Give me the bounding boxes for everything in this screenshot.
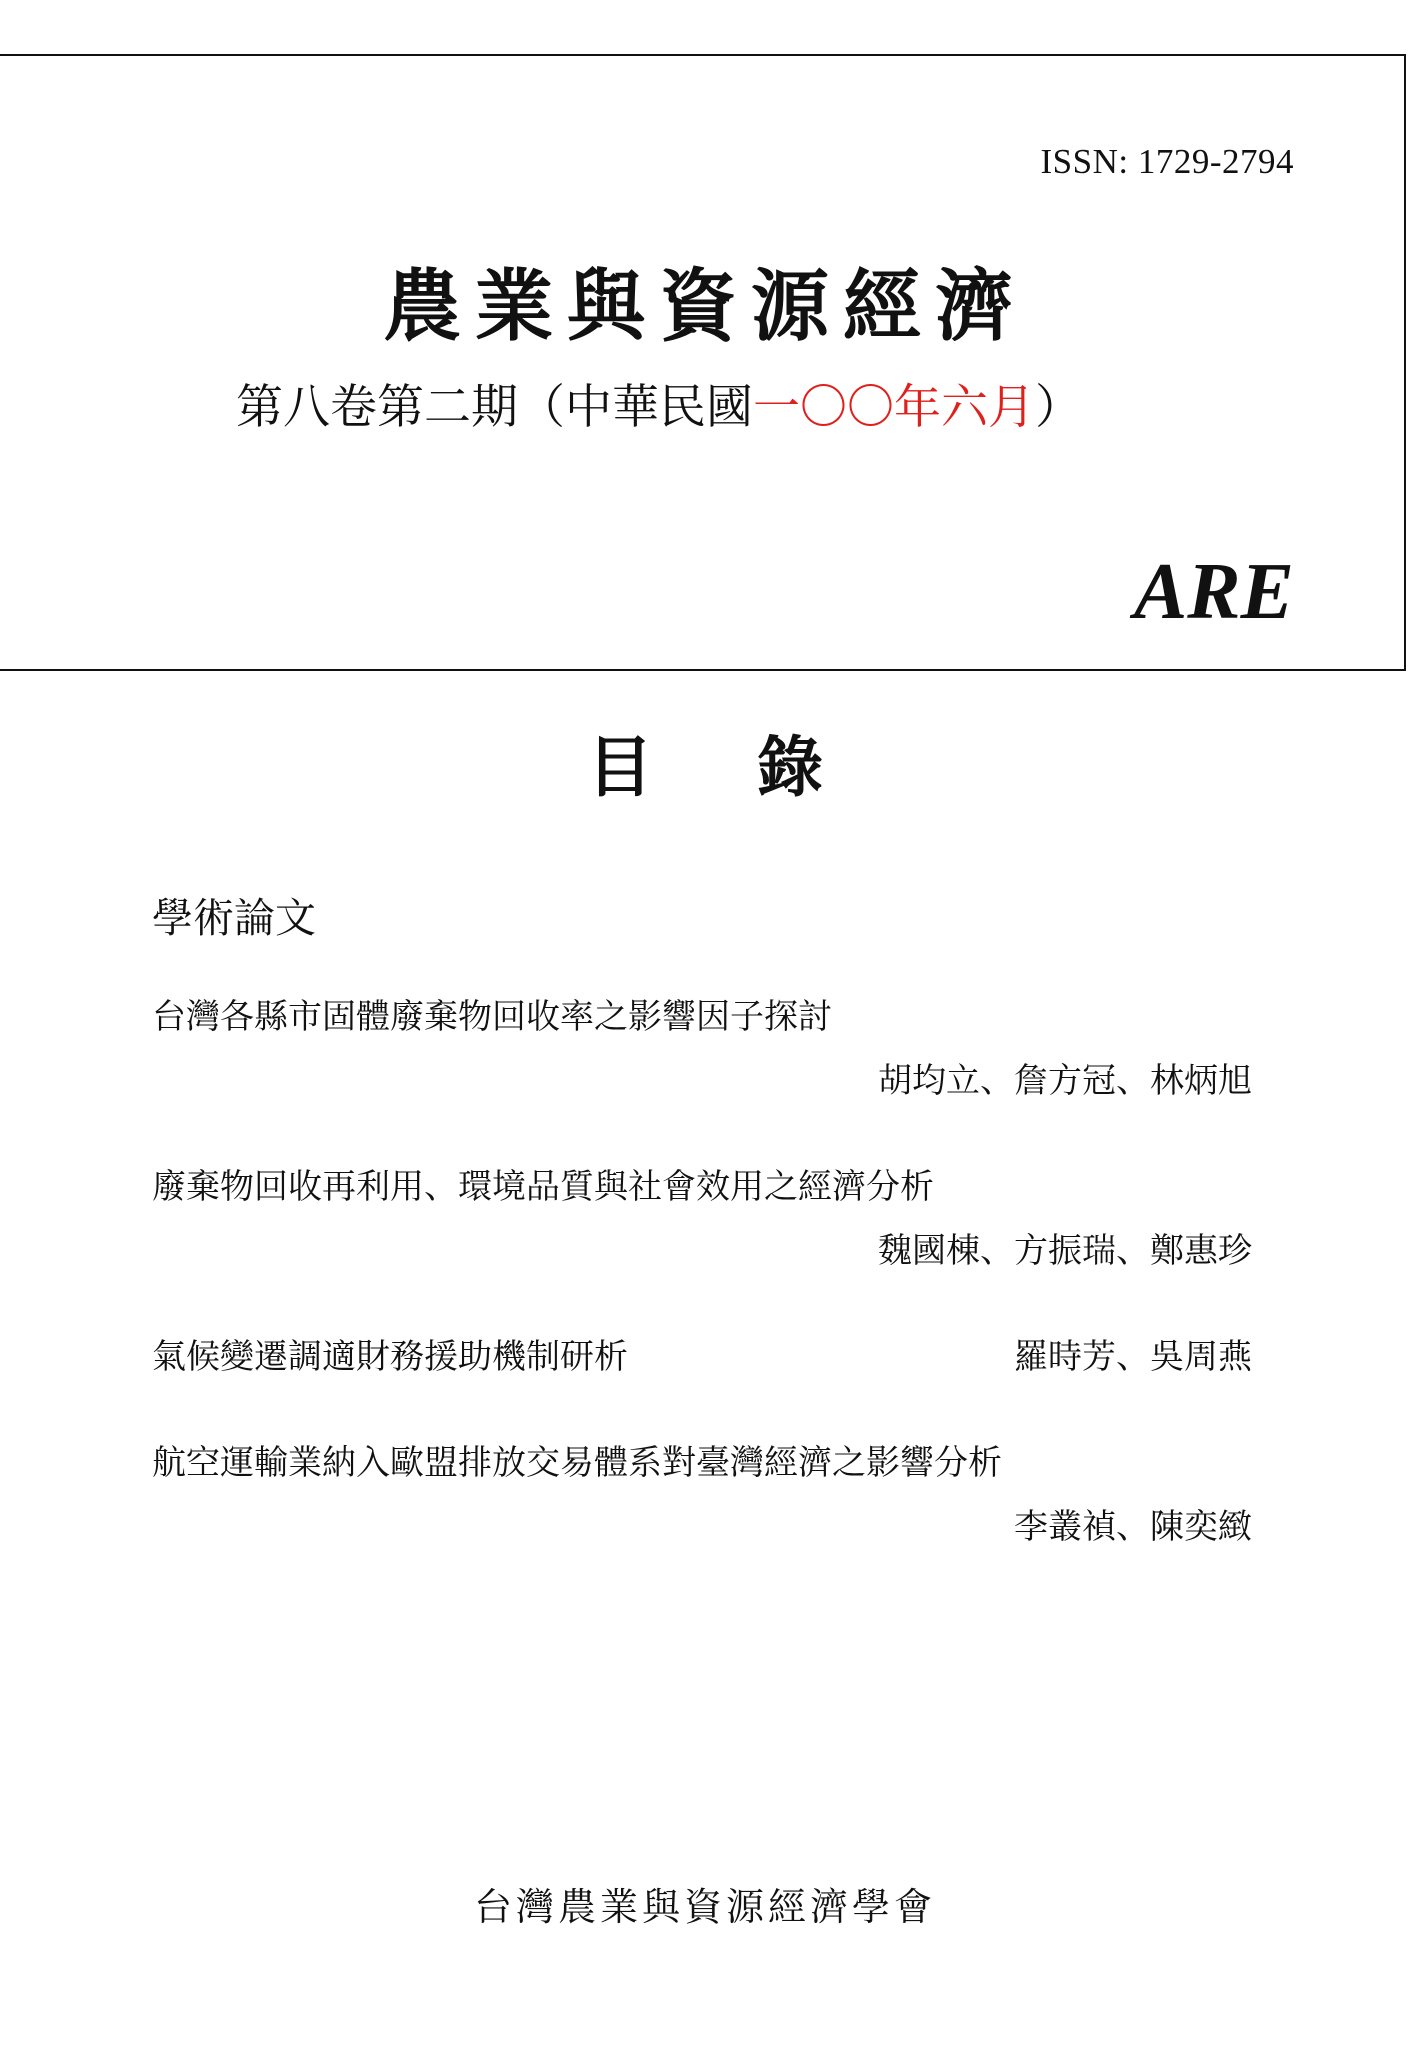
article-title[interactable]: 氣候變遷調適財務援助機制研析: [152, 1337, 628, 1377]
issue-closing: ）: [1035, 380, 1082, 435]
toc-heading-char-2: 錄: [757, 728, 823, 806]
issn-number: ISSN: 1729-2794: [1040, 142, 1294, 181]
article-authors: 羅時芳、吳周燕: [1014, 1337, 1252, 1377]
section-label: 學術論文: [152, 894, 316, 942]
issue-volume: 第八卷第二期（中華民國: [236, 380, 753, 435]
article-title[interactable]: 航空運輸業納入歐盟排放交易體系對臺灣經濟之影響分析: [152, 1443, 1002, 1483]
article-authors: 魏國棟、方振瑞、鄭惠珍: [878, 1231, 1252, 1271]
issue-info: [236, 380, 1082, 435]
toc-heading: [0, 728, 1410, 806]
journal-title: 農業與資源經濟: [382, 261, 1027, 352]
publisher-society: 台灣農業與資源經濟學會: [473, 1885, 936, 1929]
are-mark: ARE: [1133, 548, 1294, 636]
issue-date: 一〇〇年六月: [753, 380, 1035, 435]
article-authors: 胡均立、詹方冠、林炳旭: [878, 1061, 1252, 1101]
article-title[interactable]: 廢棄物回收再利用、環境品質與社會效用之經濟分析: [152, 1167, 934, 1207]
toc-heading-char-1: 目: [587, 728, 653, 806]
article-title[interactable]: 台灣各縣市固體廢棄物回收率之影響因子探討: [152, 997, 832, 1037]
article-authors: 李叢禎、陳奕緻: [1014, 1507, 1252, 1547]
